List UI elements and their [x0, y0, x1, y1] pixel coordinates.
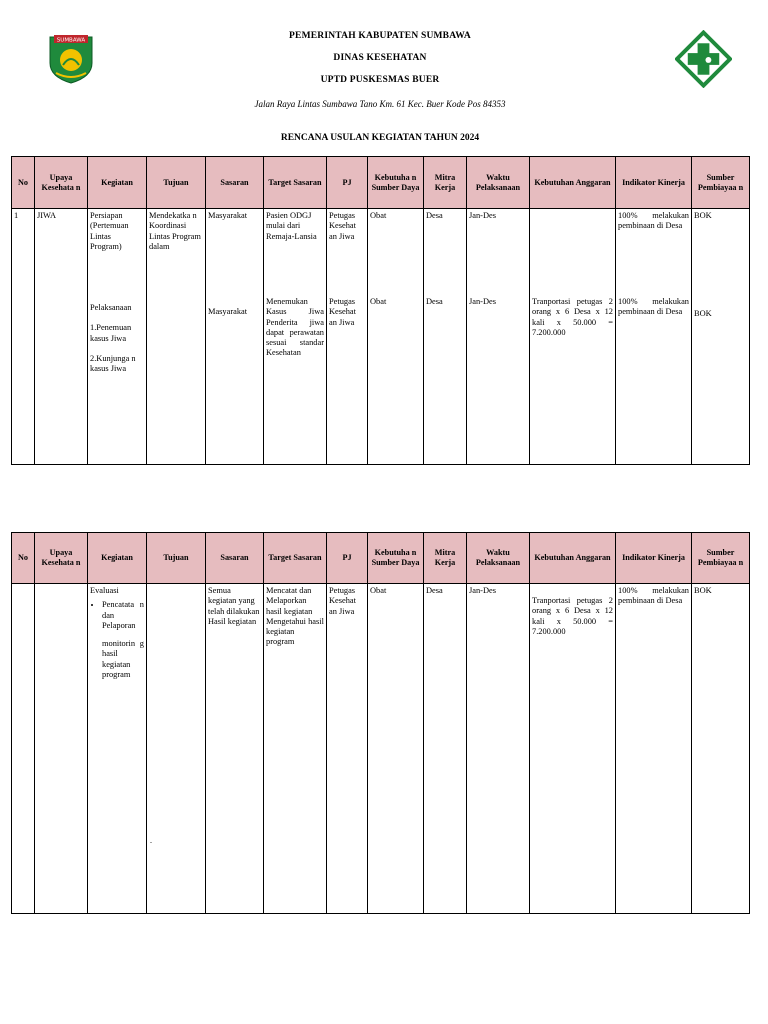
- svg-text:SUMBAWA: SUMBAWA: [56, 37, 86, 44]
- col-header: Upaya Kesehata n: [35, 157, 88, 209]
- table-row: [12, 209, 750, 465]
- kegiatan-kunjungan: 2.Kunjunga n kasus Jiwa: [90, 353, 136, 373]
- sasaran-2: Masyarakat: [208, 307, 248, 316]
- col-header: Waktu Pelaksanaan: [467, 157, 530, 209]
- col-header: Kebutuhan Anggaran: [530, 533, 616, 584]
- document-title: RENCANA USULAN KEGIATAN TAHUN 2024: [280, 133, 480, 143]
- cell-sasaran: [206, 209, 264, 465]
- sumber-daya-1: Obat: [370, 211, 387, 220]
- col-header: Kebutuha n Sumber Daya: [368, 533, 424, 584]
- header-address: Jalan Raya Lintas Sumbawa Tano Km. 61 Kec. Buer Kode Pos 84353: [254, 99, 506, 109]
- col-header: PJ: [327, 157, 368, 209]
- header-line-1: PEMERINTAH KABUPATEN SUMBAWA: [289, 31, 471, 41]
- col-header: Waktu Pelaksanaan: [467, 533, 530, 584]
- cell-target: [264, 209, 327, 465]
- stray-dot: .: [150, 836, 152, 845]
- mitra-1: Desa: [426, 211, 443, 220]
- waktu-1: Jan-Des: [469, 211, 496, 220]
- kegiatan-evaluasi: Evaluasi: [90, 586, 119, 595]
- col-header: Tujuan: [147, 157, 206, 209]
- cell-sumber-daya: Obat: [368, 584, 424, 914]
- pembiayaan-2: BOK: [694, 309, 712, 318]
- cell-pembiayaan: [692, 209, 750, 465]
- col-header: Kebutuhan Anggaran: [530, 157, 616, 209]
- cell-pj: Petugas Kesehat an Jiwa: [327, 584, 368, 914]
- sasaran-1: Masyarakat: [208, 211, 248, 220]
- waktu-2: Jan-Des: [469, 297, 496, 306]
- col-header: Kegiatan: [88, 157, 147, 209]
- col-header: Indikator Kinerja: [616, 157, 692, 209]
- cell-mitra: Desa: [424, 584, 467, 914]
- col-header: Sumber Pembiayaa n: [692, 157, 750, 209]
- plan-table-1: [11, 156, 750, 465]
- kabupaten-sumbawa-logo: [46, 33, 96, 85]
- puskesmas-logo: [675, 30, 732, 88]
- cell-mitra: [424, 209, 467, 465]
- indikator-2: 100% melakukan pembinaan di Desa: [618, 297, 689, 317]
- cell-upaya: JIWA: [35, 209, 88, 465]
- cell-tujuan: [147, 584, 206, 914]
- col-header: Sasaran: [206, 157, 264, 209]
- sumber-daya-2: Obat: [370, 297, 387, 306]
- col-header: Mitra Kerja: [424, 157, 467, 209]
- col-header: Kegiatan: [88, 533, 147, 584]
- kegiatan-monitoring: monitorin g hasil kegiatan program: [102, 639, 144, 679]
- col-header: PJ: [327, 533, 368, 584]
- kegiatan-penemuan: 1.Penemuan kasus Jiwa: [90, 323, 132, 343]
- anggaran-2: Tranportasi petugas 2 orang x 6 Desa x 12 kali x 50.000 = 7.200.000: [532, 297, 613, 337]
- pj-1: Petugas Kesehat an Jiwa: [329, 211, 356, 241]
- table-header-row: [12, 533, 750, 584]
- cell-tujuan: Mendekatka n Koordinasi Lintas Program dalam: [147, 209, 206, 465]
- anggaran-text: Tranportasi petugas 2 orang x 6 Desa x 12 kali x 50.000 = 7.200.000: [532, 596, 613, 636]
- col-header: Mitra Kerja: [424, 533, 467, 584]
- cell-kegiatan: [88, 584, 147, 914]
- cell-kegiatan: [88, 209, 147, 465]
- kegiatan-pelaksanaan: Pelaksanaan: [90, 303, 132, 312]
- cell-pembiayaan: BOK: [692, 584, 750, 914]
- cell-sumber-daya: [368, 209, 424, 465]
- col-header: Upaya Kesehata n: [35, 533, 88, 584]
- pj-2: Petugas Kesehat an Jiwa: [329, 297, 356, 327]
- col-header: No: [12, 533, 35, 584]
- header-line-2: DINAS KESEHATAN: [333, 53, 427, 63]
- cell-waktu: Jan-Des: [467, 584, 530, 914]
- anggaran-1: [532, 211, 613, 297]
- table-row: [12, 584, 750, 914]
- cell-no: 1: [12, 209, 35, 465]
- kegiatan-bullet-list: [90, 600, 144, 631]
- cell-pj: [327, 209, 368, 465]
- target-2: Menemukan Kasus Jiwa Penderita jiwa dapat perawatan sesuai standar Kesehatan: [266, 297, 324, 358]
- cell-anggaran: [530, 209, 616, 465]
- plan-table-2: [11, 532, 750, 914]
- mitra-2: Desa: [426, 297, 443, 306]
- col-header: Kebutuha n Sumber Daya: [368, 157, 424, 209]
- col-header: Sasaran: [206, 533, 264, 584]
- target-1: Pasien ODGJ mulai dari Remaja-Lansia: [266, 211, 317, 241]
- col-header: No: [12, 157, 35, 209]
- cell-sasaran: Semua kegiatan yang telah dilakukan Hasil kegiatan: [206, 584, 264, 914]
- cell-indikator: 100% melakukan pembinaan di Desa: [616, 584, 692, 914]
- cell-upaya: [35, 584, 88, 914]
- indikator-1: 100% melakukan pembinaan di Desa: [618, 211, 689, 231]
- header-line-3: UPTD PUSKESMAS BUER: [320, 75, 440, 85]
- col-header: Sumber Pembiayaa n: [692, 533, 750, 584]
- kegiatan-persiapan: Persiapan (Pertemuan Lintas Program): [90, 211, 129, 251]
- cell-target: Mencatat dan Melaporkan hasil kegiatan Mengetahui hasil kegiatan program: [264, 584, 327, 914]
- col-header: Tujuan: [147, 533, 206, 584]
- table-header-row: [12, 157, 750, 209]
- col-header: Target Sasaran: [264, 533, 327, 584]
- list-item: • Pencatata n dan Pelaporan: [102, 600, 144, 631]
- col-header: Indikator Kinerja: [616, 533, 692, 584]
- pembiayaan-1: BOK: [694, 211, 712, 220]
- cell-anggaran: [530, 584, 616, 914]
- cell-no: [12, 584, 35, 914]
- cell-waktu: [467, 209, 530, 465]
- cell-indikator: [616, 209, 692, 465]
- col-header: Target Sasaran: [264, 157, 327, 209]
